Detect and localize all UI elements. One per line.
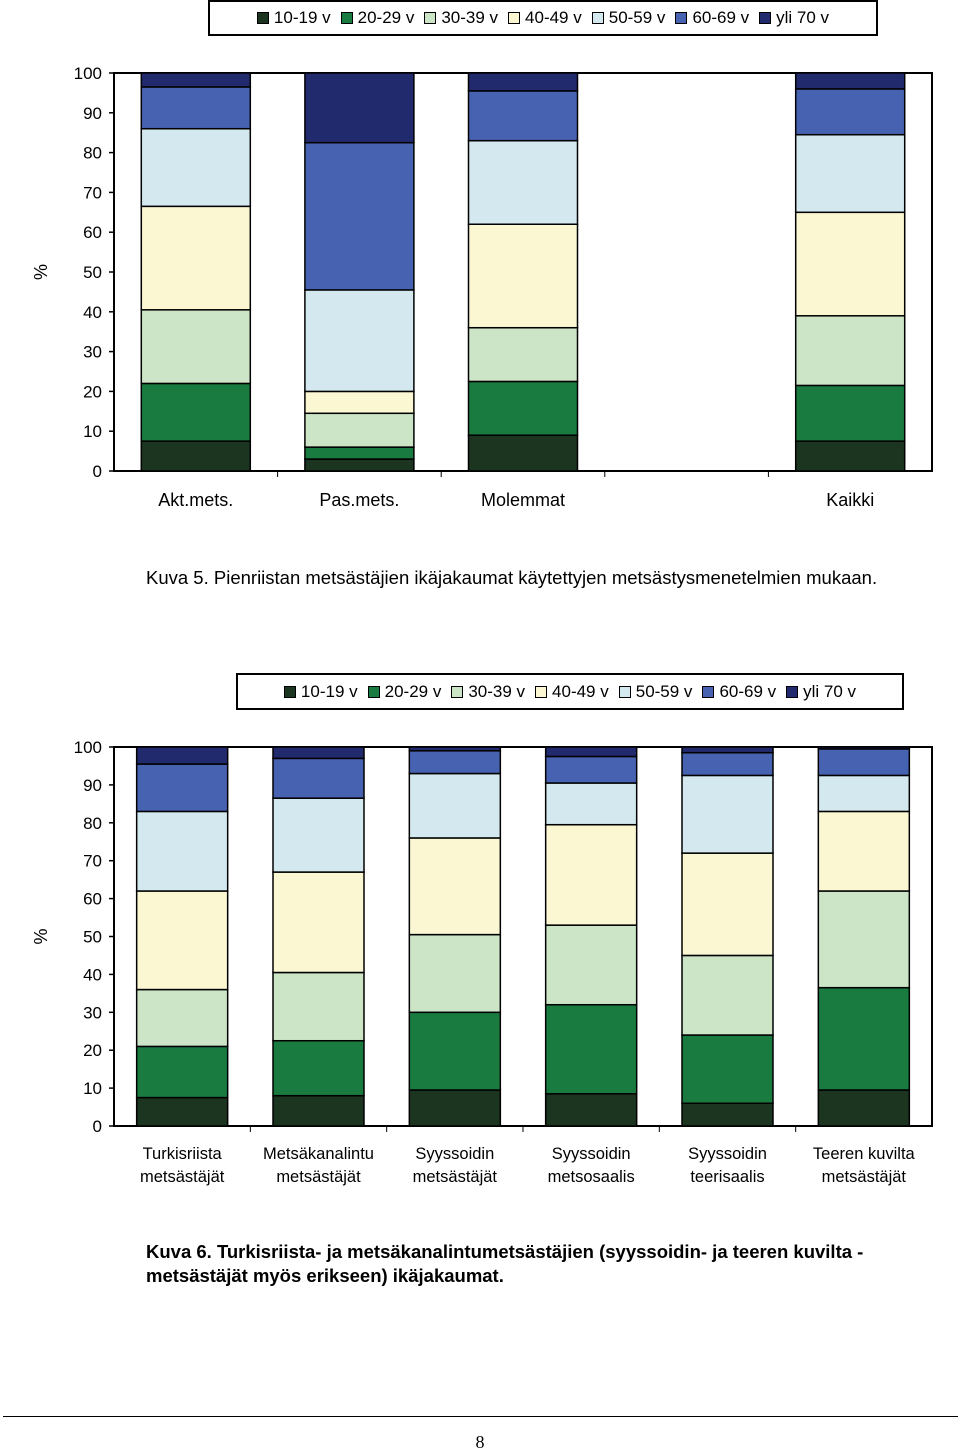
y-tick-label: 70: [83, 183, 102, 203]
bar-segment: [141, 206, 250, 309]
bar-segment: [469, 141, 578, 225]
y-tick-label: 10: [83, 1079, 102, 1099]
bar-segment: [305, 413, 414, 447]
legend-label: 50-59 v: [635, 681, 693, 701]
chart2-svg: [0, 714, 960, 1194]
bar-segment: [273, 973, 364, 1041]
bar-segment: [305, 290, 414, 391]
y-tick-label: 20: [83, 1041, 102, 1061]
y-axis-label: %: [31, 928, 51, 945]
bar-segment: [818, 988, 909, 1090]
bar-segment: [409, 747, 500, 751]
bar-segment: [682, 753, 773, 776]
x-category-label: Turkisriista: [142, 1145, 222, 1163]
x-category-label: metsosaalis: [547, 1168, 635, 1186]
legend-swatch: [424, 12, 436, 24]
bar-segment: [796, 73, 905, 89]
bar-segment: [682, 1035, 773, 1103]
legend-label: 50-59 v: [608, 8, 666, 27]
bar-segment: [682, 955, 773, 1035]
bar-segment: [305, 143, 414, 290]
legend-label: yli 70 v: [776, 8, 830, 27]
bar-segment: [273, 872, 364, 972]
legend-item: [759, 8, 829, 28]
y-tick-label: 20: [83, 382, 102, 402]
bar-segment: [305, 447, 414, 459]
legend-label: 10-19 v: [273, 8, 331, 27]
bar-segment: [137, 1046, 228, 1097]
y-tick-label: 80: [83, 143, 102, 163]
chart1-legend: [208, 0, 878, 36]
x-category-label: Kaikki: [826, 490, 875, 510]
bar-segment: [546, 783, 637, 825]
legend-swatch: [535, 686, 547, 698]
x-category-label: Metsäkanalintu: [263, 1145, 374, 1163]
page-number: 8: [475, 1432, 485, 1452]
bar-segment: [796, 135, 905, 213]
plot-area: [114, 747, 932, 1126]
legend-label: 30-39 v: [441, 8, 499, 27]
legend-swatch: [786, 686, 798, 698]
x-category-label: Syyssoidin: [551, 1145, 631, 1163]
bar-segment: [818, 1090, 909, 1126]
x-category-label: metsästäjät: [821, 1168, 907, 1186]
x-category-label: Molemmat: [480, 490, 566, 510]
y-tick-label: 90: [83, 775, 102, 795]
legend-swatch: [341, 12, 353, 24]
legend-swatch: [284, 686, 296, 698]
bar-segment: [137, 747, 228, 764]
x-category-label: Syyssoidin: [415, 1145, 495, 1163]
bar-segment: [818, 891, 909, 988]
y-tick-label: 0: [92, 462, 102, 481]
x-category-label: Syyssoidin: [688, 1145, 767, 1163]
y-tick-label: 80: [83, 813, 102, 833]
y-tick-label: 40: [83, 965, 102, 985]
legend-swatch: [592, 12, 604, 24]
bar-segment: [796, 441, 905, 471]
bar-segment: [409, 1090, 500, 1126]
bar-segment: [469, 73, 578, 91]
bar-segment: [682, 1103, 773, 1126]
legend-swatch: [759, 12, 771, 24]
y-tick-label: 60: [83, 223, 102, 243]
legend-label: 40-49 v: [552, 681, 609, 701]
bar-segment: [273, 747, 364, 758]
y-tick-label: 70: [83, 851, 102, 871]
bar-segment: [409, 935, 500, 1013]
bar-segment: [273, 758, 364, 798]
legend-item: [257, 8, 331, 28]
bar-segment: [273, 798, 364, 872]
chart2-legend: [236, 673, 904, 710]
y-tick-label: 50: [83, 927, 102, 947]
y-axis-label: %: [31, 263, 51, 281]
x-category-label: Pas.mets.: [319, 490, 400, 510]
bar-segment: [273, 1041, 364, 1096]
y-tick-label: 40: [83, 302, 102, 322]
y-tick-label: 90: [83, 103, 102, 123]
bar-segment: [818, 811, 909, 891]
legend-label: 10-19 v: [300, 681, 358, 701]
legend-item: [368, 682, 442, 702]
legend-item: [786, 682, 856, 702]
bar-segment: [137, 990, 228, 1047]
bar-segment: [682, 775, 773, 853]
legend-label: yli 70 v: [803, 681, 857, 701]
bar-segment: [469, 224, 578, 327]
bar-segment: [469, 328, 578, 382]
legend-item: [508, 8, 582, 28]
bar-segment: [469, 435, 578, 471]
bar-segment: [305, 73, 414, 143]
bar-segment: [546, 925, 637, 1005]
x-category-label: Akt.mets.: [158, 490, 234, 510]
y-tick-label: 50: [83, 263, 102, 282]
bar-segment: [796, 89, 905, 135]
legend-item: [675, 8, 749, 28]
legend-item: [341, 8, 415, 28]
legend-swatch: [702, 686, 714, 698]
bar-segment: [305, 459, 414, 471]
legend-label: 40-49 v: [525, 8, 582, 27]
bar-segment: [469, 91, 578, 141]
bar-segment: [546, 747, 637, 756]
legend-label: 60-69 v: [692, 8, 750, 27]
legend-item: [284, 682, 358, 702]
bar-segment: [682, 853, 773, 955]
bar-segment: [409, 774, 500, 838]
y-tick-label: 100: [73, 738, 102, 757]
bar-segment: [546, 1005, 637, 1094]
y-tick-label: 60: [83, 889, 102, 909]
bar-segment: [137, 811, 228, 891]
bar-segment: [141, 310, 250, 384]
bar-segment: [141, 129, 250, 207]
legend-item: [535, 682, 609, 702]
x-category-label: teerisaalis: [690, 1168, 765, 1186]
bar-segment: [141, 383, 250, 441]
y-tick-label: 100: [73, 64, 102, 83]
bar-segment: [682, 747, 773, 753]
bar-segment: [546, 756, 637, 783]
x-category-label: metsästäjät: [276, 1168, 361, 1186]
x-category-label: Teeren kuvilta: [812, 1145, 915, 1163]
chart1-svg: [0, 40, 960, 520]
bar-segment: [141, 441, 250, 471]
bar-segment: [141, 73, 250, 87]
y-tick-label: 10: [83, 422, 102, 442]
bar-segment: [141, 87, 250, 129]
legend-item: [702, 682, 776, 702]
legend-item: [451, 682, 525, 702]
legend-swatch: [508, 12, 520, 24]
legend-label: 20-29 v: [357, 8, 415, 27]
figure6-caption: Kuva 6. Turkisriista- ja metsäkanalintumetsästäjien (syyssoidin- ja teeren kuvilta -metsästäjät myös erikseen) ikäjakaumat.: [146, 1241, 864, 1286]
footer-divider: [3, 1416, 958, 1417]
bar-segment: [796, 385, 905, 441]
y-tick-label: 30: [83, 1003, 102, 1023]
x-category-label: metsästäjät: [139, 1168, 225, 1186]
legend-label: 60-69 v: [719, 681, 777, 701]
bar-segment: [818, 749, 909, 776]
legend-swatch: [451, 686, 463, 698]
x-category-label: metsästäjät: [412, 1168, 498, 1186]
bar-segment: [305, 391, 414, 413]
bar-segment: [818, 747, 909, 749]
bar-segment: [409, 751, 500, 774]
legend-swatch: [619, 686, 631, 698]
legend-label: 30-39 v: [468, 681, 526, 701]
legend-item: [619, 682, 693, 702]
bar-segment: [469, 381, 578, 435]
bar-segment: [546, 825, 637, 925]
bar-segment: [546, 1094, 637, 1126]
legend-swatch: [675, 12, 687, 24]
y-tick-label: 0: [92, 1117, 102, 1136]
bar-segment: [137, 764, 228, 811]
bar-segment: [409, 1012, 500, 1090]
bar-segment: [818, 775, 909, 811]
bar-segment: [137, 1098, 228, 1126]
legend-item: [592, 8, 666, 28]
y-tick-label: 30: [83, 342, 102, 362]
bar-segment: [137, 891, 228, 990]
legend-item: [424, 8, 498, 28]
figure5-caption: Kuva 5. Pienriistan metsästäjien ikäjakaumat käytettyjen metsästysmenetelmien mukaan.: [146, 567, 878, 588]
bar-segment: [796, 316, 905, 386]
bar-segment: [273, 1096, 364, 1126]
legend-label: 20-29 v: [384, 681, 442, 701]
bar-segment: [796, 212, 905, 315]
legend-swatch: [368, 686, 380, 698]
bar-segment: [409, 838, 500, 935]
legend-swatch: [257, 12, 269, 24]
